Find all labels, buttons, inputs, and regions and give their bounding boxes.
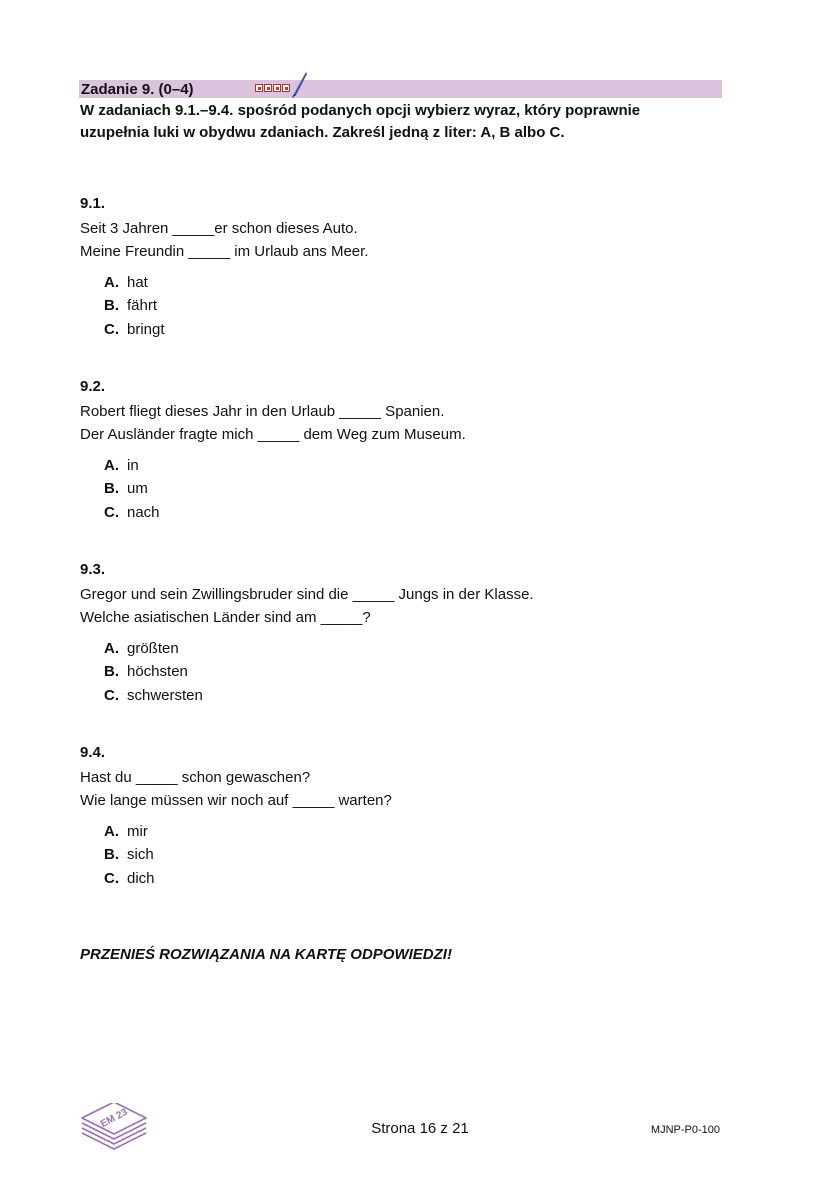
- score-box: [255, 84, 263, 92]
- answer-option-b[interactable]: [104, 660, 720, 683]
- question-9-3: [80, 559, 720, 707]
- task-instruction: [80, 100, 720, 144]
- question-sentence: Der Ausländer fragte mich _____ dem Weg zum Museum.: [80, 426, 466, 443]
- answer-option-a[interactable]: [104, 820, 720, 843]
- question-sentence: Seit 3 Jahren _____er schon dieses Auto.: [80, 220, 358, 237]
- option-letter: C.: [104, 869, 119, 887]
- score-boxes: [255, 84, 290, 92]
- page-number: Strona 16 z 21: [371, 1120, 469, 1137]
- option-text: höchsten: [127, 663, 188, 681]
- option-text: größten: [127, 640, 179, 657]
- answer-option-a[interactable]: [104, 637, 720, 660]
- instruction-line: W zadaniach 9.1.–9.4. spośród podanych opcji wybierz wyraz, który poprawnie: [80, 102, 641, 119]
- task-title: Zadanie 9. (0–4): [81, 81, 194, 98]
- answer-options: [80, 820, 720, 890]
- document-code: MJNP-P0-100: [650, 1124, 720, 1136]
- answer-option-b[interactable]: [104, 294, 720, 317]
- question-9-4: [80, 742, 720, 890]
- question-9-2: [80, 376, 720, 524]
- question-number: 9.3.: [80, 561, 106, 578]
- question-sentence: Meine Freundin _____ im Urlaub ans Meer.: [80, 243, 369, 260]
- option-text: dich: [127, 869, 155, 887]
- answer-option-c[interactable]: [104, 684, 720, 707]
- question-sentence: Gregor und sein Zwillingsbruder sind die _____ Jungs in der Klasse.: [80, 586, 534, 603]
- option-text: schwersten: [127, 686, 203, 704]
- question-sentence: Robert fliegt dieses Jahr in den Urlaub _____ Spanien.: [80, 403, 445, 420]
- instruction-line: uzupełnia luki w obydwu zdaniach. Zakreśl jedną z liter: A, B albo C.: [80, 124, 565, 141]
- score-box: [273, 84, 281, 92]
- score-box: [282, 84, 290, 92]
- logo-text: EM 23: [98, 1106, 130, 1131]
- option-text: in: [127, 457, 139, 474]
- option-text: bringt: [127, 320, 165, 338]
- answer-option-b[interactable]: [104, 477, 720, 500]
- option-letter: B.: [104, 663, 119, 681]
- option-letter: A.: [104, 274, 119, 291]
- option-text: nach: [127, 503, 160, 521]
- option-letter: B.: [104, 480, 119, 498]
- answer-options: [80, 271, 720, 341]
- question-number: 9.4.: [80, 744, 106, 761]
- transfer-answers-note: PRZENIEŚ ROZWIĄZANIA NA KARTĘ ODPOWIEDZI!: [80, 946, 452, 963]
- answer-option-a[interactable]: [104, 271, 720, 294]
- question-sentence: Wie lange müssen wir noch auf _____ warten?: [80, 792, 392, 809]
- option-text: mir: [127, 823, 148, 840]
- question-number: 9.1.: [80, 195, 106, 212]
- option-letter: C.: [104, 320, 119, 338]
- question-9-1: [80, 193, 720, 341]
- answer-option-b[interactable]: [104, 843, 720, 866]
- pen-icon: [290, 71, 308, 99]
- answer-options: [80, 454, 720, 524]
- answer-option-c[interactable]: [104, 867, 720, 890]
- answer-option-a[interactable]: [104, 454, 720, 477]
- option-letter: B.: [104, 846, 119, 864]
- option-text: sich: [127, 846, 154, 864]
- option-text: um: [127, 480, 148, 498]
- option-letter: C.: [104, 503, 119, 521]
- option-text: fährt: [127, 297, 158, 315]
- option-letter: A.: [104, 823, 119, 840]
- option-text: hat: [127, 274, 148, 291]
- option-letter: C.: [104, 686, 119, 704]
- answer-options: [80, 637, 720, 707]
- answer-option-c[interactable]: [104, 501, 720, 524]
- question-sentence: Welche asiatischen Länder sind am _____?: [80, 609, 371, 626]
- option-letter: B.: [104, 297, 119, 315]
- option-letter: A.: [104, 457, 119, 474]
- option-letter: A.: [104, 640, 119, 657]
- question-sentence: Hast du _____ schon gewaschen?: [80, 769, 311, 786]
- question-number: 9.2.: [80, 378, 106, 395]
- score-box: [264, 84, 272, 92]
- answer-option-c[interactable]: [104, 318, 720, 341]
